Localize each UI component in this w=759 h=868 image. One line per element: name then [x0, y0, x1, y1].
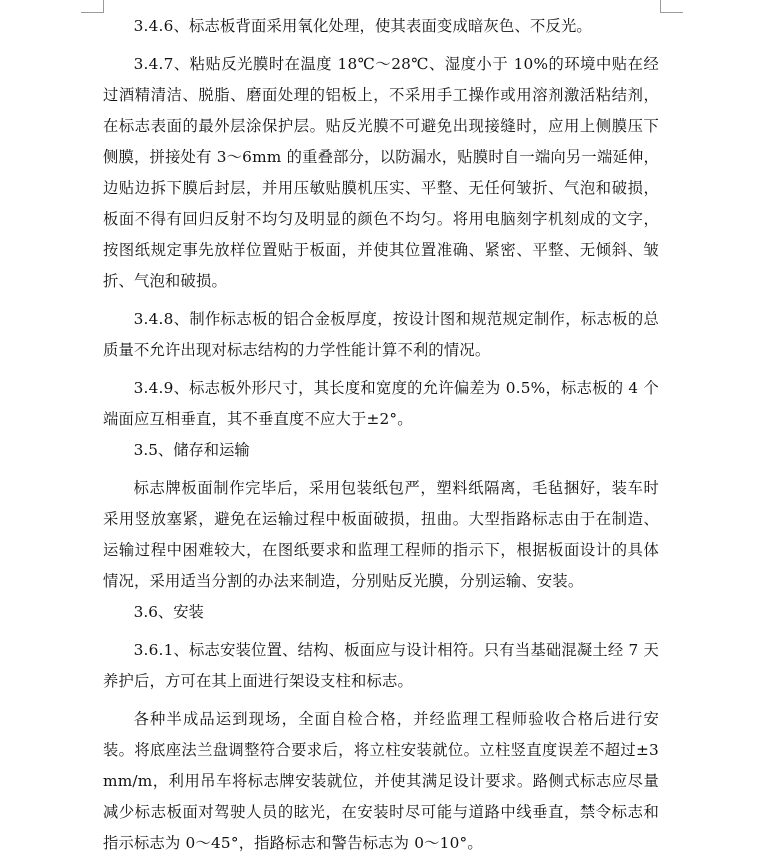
section-heading-storage-transport: 3.5、储存和运输: [133, 441, 250, 459]
section-heading-installation: 3.6、安装: [133, 603, 204, 621]
paragraph-installation-details: 各种半成品运到现场，全面自检合格，并经监理工程师验收合格后进行安装。将底座法兰盘调整符合要求后，将立柱安装就位。立柱竖直度误差不超过±3mm/m，利用吊车将标志牌安装就位，并使其满足设计要求。路侧式标志应尽量减少标志板面对驾驶人员的眩光，在安装时尽可能与道路中线垂直，禁令标志和指示标志为 0～45°，指路标志和警告标志为 0～10°。: [103, 710, 659, 852]
paragraph-3-4-6: 3.4.6、标志板背面采用氧化处理，使其表面变成暗灰色、不反光。: [133, 17, 592, 35]
page-corner-mark-right: [660, 0, 683, 13]
document-body: [103, 11, 659, 859]
paragraph-3-4-8: 3.4.8、制作标志板的铝合金板厚度，按设计图和规范规定制作，标志板的总质量不允许出现对标志结构的力学性能计算不利的情况。: [103, 310, 659, 359]
paragraph-storage-transport: 标志牌板面制作完毕后，采用包装纸包严，塑料纸隔离，毛毡捆好，装车时采用竖放塞紧，避免在运输过程中板面破损，扭曲。大型指路标志由于在制造、运输过程中困难较大，在图纸要求和监理工程师的指示下，根据板面设计的具体情况，采用适当分割的办法来制造，分别贴反光膜，分别运输、安装。: [103, 479, 659, 590]
paragraph-3-4-7: 3.4.7、粘贴反光膜时在温度 18℃～28℃、湿度小于 10%的环境中贴在经过酒精清洁、脱脂、磨面处理的铝板上，不采用手工操作或用溶剂激活粘结剂，在标志表面的最外层涂保护层。贴反光膜不可避免出现接缝时，应用上侧膜压下侧膜，拼接处有 3～6mm 的重叠部分，以防漏水，贴膜时自一端向另一端延伸，边贴边拆下膜后封层，并用压敏贴膜机压实、平整、无任何皱折、气泡和破损，板面不得有回归反射不均匀及明显的颜色不均匀。将用电脑刻字机刻成的文字，按图纸规定事先放样位置贴于板面，并使其位置准确、紧密、平整、无倾斜、皱折、气泡和破损。: [103, 55, 659, 290]
page-corner-mark-left: [81, 0, 104, 13]
paragraph-3-6-1: 3.6.1、标志安装位置、结构、板面应与设计相符。只有当基础混凝土经 7 天养护后，方可在其上面进行架设支柱和标志。: [103, 641, 659, 690]
paragraph-3-4-9: 3.4.9、标志板外形尺寸，其长度和宽度的允许偏差为 0.5%，标志板的 4 个端面应互相垂直，其不垂直度不应大于±2°。: [103, 379, 659, 428]
